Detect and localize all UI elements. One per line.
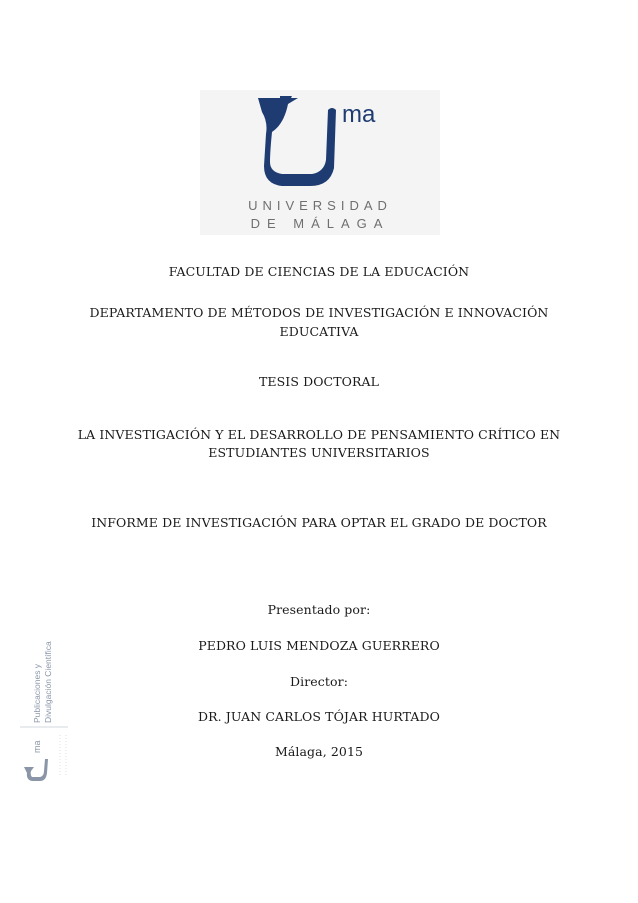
presented-by-label: Presentado por: — [267, 602, 371, 617]
author-name: PEDRO LUIS MENDOZA GUERRERO — [198, 638, 440, 653]
place-date: Málaga, 2015 — [274, 744, 364, 759]
stamp-line-2: Divulgación Científica — [43, 641, 53, 723]
thesis-title-line-1: LA INVESTIGACIÓN Y EL DESARROLLO DE PENSAMIENTO CRÍTICO EN — [77, 427, 561, 442]
director-name: DR. JUAN CARLOS TÓJAR HURTADO — [197, 709, 441, 724]
department-line-1: DEPARTAMENTO DE MÉTODOS DE INVESTIGACIÓN E INNOVACIÓN — [89, 305, 549, 320]
stamp-line-1: Publicaciones y — [32, 663, 42, 723]
report-purpose: INFORME DE INVESTIGACIÓN PARA OPTAR EL GRADO DE DOCTOR — [91, 515, 547, 530]
publisher-stamp — [18, 635, 78, 785]
university-logo — [200, 90, 440, 235]
thesis-label: TESIS DOCTORAL — [258, 374, 380, 389]
logo-university-line2: DE MÁLAGA — [250, 216, 390, 231]
stamp-mark-icon — [24, 759, 48, 781]
stamp-ma-text: ma — [32, 740, 42, 753]
director-label: Director: — [289, 674, 349, 689]
thesis-title-line-2: ESTUDIANTES UNIVERSITARIOS — [208, 445, 430, 460]
logo-university-line1: UNIVERSIDAD — [248, 198, 392, 213]
logo-ma-text: ma — [342, 101, 376, 128]
department-line-2: EDUCATIVA — [279, 324, 359, 339]
faculty: FACULTAD DE CIENCIAS DE LA EDUCACIÓN — [168, 264, 470, 279]
